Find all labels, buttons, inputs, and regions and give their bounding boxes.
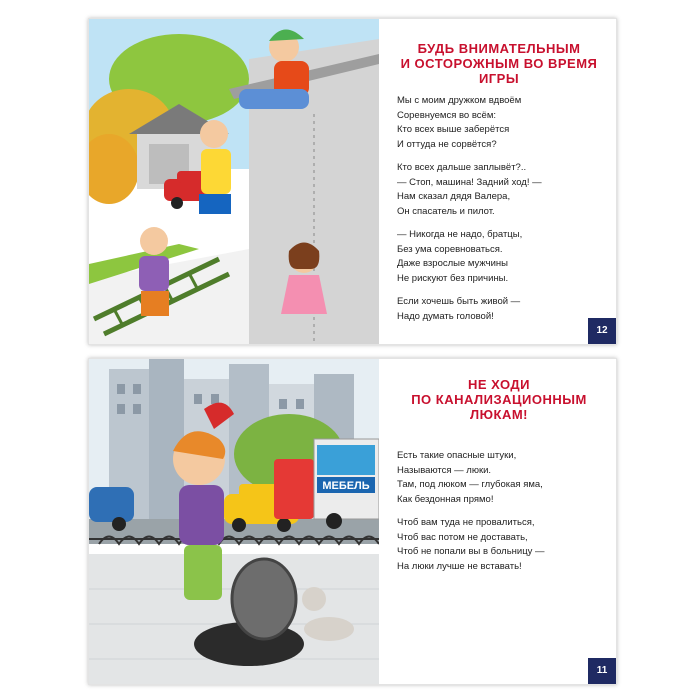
title-line: И ОСТОРОЖНЫМ ВО ВРЕМЯ (400, 56, 598, 71)
poem-line: На люки лучше не вставать! (397, 560, 522, 572)
poem-line: Называются — люки. (397, 464, 492, 476)
poem-line: Нам сказал дядя Валера, (397, 191, 511, 202)
page-12 (88, 18, 617, 345)
poem-line: Даже взрослые мужчины (397, 258, 508, 269)
poem-line: Он спасатель и пилот. (397, 205, 495, 217)
poem-line: Без ума соревноваться. (397, 243, 503, 255)
poem-line: — Стоп, машина! Задний ход! — (397, 176, 542, 188)
poem (397, 449, 612, 583)
poem-line: Кто всех выше заберётся (397, 124, 510, 135)
stanza (397, 94, 612, 152)
page-title (389, 41, 609, 86)
poem-line: Мы с моим дружком вдвоём (397, 95, 522, 106)
poem-line: Соревнуемся во всём: (397, 109, 497, 121)
poem-line: Чтоб не попали вы в больницу — (397, 546, 545, 557)
title-line: ПО КАНАЛИЗАЦИОННЫМ (411, 392, 587, 407)
stanza (397, 449, 612, 507)
poem-line: Кто всех дальше заплывёт?.. (397, 162, 527, 173)
poem-line: Не рискуют без причины. (397, 272, 509, 284)
title-line: НЕ ХОДИ (467, 377, 531, 392)
page-11 (88, 358, 617, 685)
poem-line: И оттуда не сорвётся? (397, 138, 497, 150)
poem-line: — Никогда не надо, братцы, (397, 229, 523, 240)
poem (397, 94, 612, 333)
page-number-badge: 12 (588, 318, 616, 344)
stanza (397, 228, 612, 286)
stanza (397, 161, 612, 219)
poem-line: Чтоб вас потом не доставать, (397, 531, 528, 543)
illustration-manhole (89, 359, 379, 684)
poem-line: Там, под люком — глубокая яма, (397, 479, 543, 490)
text-column (389, 19, 616, 344)
title-line: ИГРЫ (478, 71, 520, 86)
poem-line: Надо думать головой! (397, 310, 494, 322)
stanza (397, 295, 612, 324)
poem-line: Если хочешь быть живой — (397, 296, 521, 307)
page-title (389, 377, 609, 422)
title-line: ЛЮКАМ! (469, 407, 528, 422)
title-line: БУДЬ ВНИМАТЕЛЬНЫМ (417, 41, 581, 56)
poem-line: Чтоб вам туда не провалиться, (397, 517, 535, 528)
stanza (397, 516, 612, 574)
poem-line: Есть такие опасные штуки, (397, 450, 517, 461)
page-number-badge: 11 (588, 658, 616, 684)
illustration-climbing-wall (89, 19, 379, 344)
truck-sign: МЕБЕЛЬ (322, 480, 370, 492)
text-column (389, 359, 616, 684)
poem-line: Как бездонная прямо! (397, 493, 494, 505)
